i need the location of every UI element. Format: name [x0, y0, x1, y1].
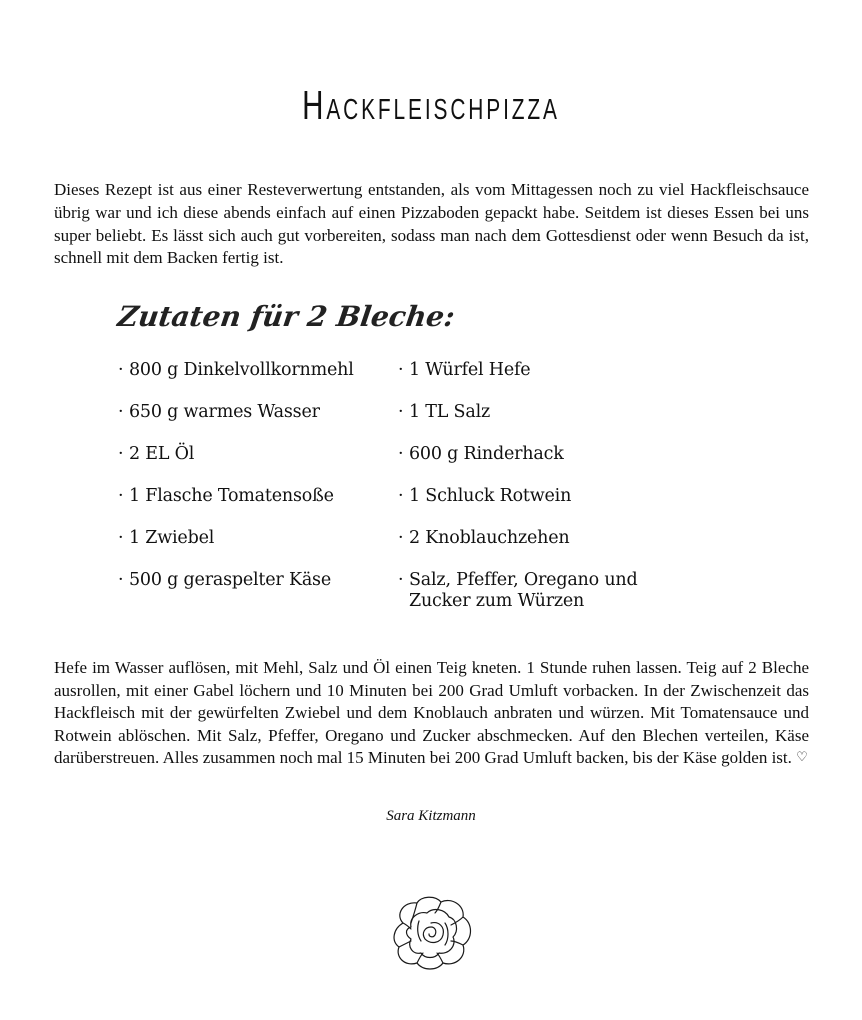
ingredient-item: · 1 Schluck Rotwein	[398, 486, 572, 506]
bullet-dot: ·	[398, 402, 404, 422]
page-title: Hackfleischpizza	[302, 82, 560, 128]
ingredient-item: · Salz, Pfeffer, Oregano und Zucker zum Würzen	[398, 570, 638, 611]
bullet-dot: ·	[118, 402, 124, 422]
bullet-dot: ·	[118, 486, 124, 506]
bullet-dot: ·	[398, 570, 404, 590]
ingredient-item: · 650 g warmes Wasser	[118, 402, 320, 422]
ingredient-item: · 800 g Dinkelvollkornmehl	[118, 360, 354, 380]
ingredients-heading: Zutaten für 2 Bleche:	[115, 300, 457, 333]
author-name: Sara Kitzmann	[386, 808, 476, 824]
bullet-dot: ·	[118, 444, 124, 464]
method-text: Hefe im Wasser auflösen, mit Mehl, Salz und Öl einen Teig kneten. 1 Stunde ruhen lassen. Teig auf 2 Bleche ausrollen, mit einer Gabel löchern und 10 Minuten bei 200 Grad Umluft vorbacken. In der Zwischenzeit das Hackfleisch mit der gewürfelten Zwiebel und dem Knoblauch anbraten und würzen. Mit Tomatensauce und Rotwein ablöschen. Mit Salz, Pfeffer, Oregano und Zucker abschmecken. Auf den Blechen verteilen, Käse darüberstreuen. Alles zusammen noch mal 15 Minuten bei 200 Grad Umluft backen, bis der Käse golden ist.	[54, 658, 809, 768]
bullet-dot: ·	[118, 528, 124, 548]
ingredients-list-left	[118, 360, 388, 612]
rose-icon	[389, 893, 475, 973]
intro-paragraph: Dieses Rezept ist aus einer Resteverwertung entstanden, als vom Mittagessen noch zu viel Hackfleischsauce übrig war und ich diese abends einfach auf einen Pizzaboden gepackt habe. Seitdem ist dieses Essen bei uns super beliebt. Es lässt sich auch gut vorbereiten, sodass man nach dem Gottesdienst oder wenn Besuch da ist, schnell mit dem Backen fertig ist.	[54, 180, 809, 268]
ingredient-item: · 500 g geraspelter Käse	[118, 570, 331, 590]
heart-icon: ♡	[796, 749, 808, 765]
bullet-dot: ·	[398, 360, 404, 380]
ingredient-item: · 1 Zwiebel	[118, 528, 215, 548]
ingredient-item: · 2 EL Öl	[118, 444, 195, 464]
method-paragraph	[54, 657, 809, 771]
bullet-dot: ·	[398, 528, 404, 548]
ingredient-item: · 1 TL Salz	[398, 402, 490, 422]
ingredient-item: · 1 Würfel Hefe	[398, 360, 531, 380]
ingredients-list-right	[398, 360, 688, 612]
ingredient-item: · 2 Knoblauchzehen	[398, 528, 570, 548]
bullet-dot: ·	[398, 444, 404, 464]
bullet-dot: ·	[118, 360, 124, 380]
bullet-dot: ·	[398, 486, 404, 506]
ingredient-item: · 600 g Rinderhack	[398, 444, 564, 464]
ingredient-item: · 1 Flasche Tomatensoße	[118, 486, 334, 506]
bullet-dot: ·	[118, 570, 124, 590]
